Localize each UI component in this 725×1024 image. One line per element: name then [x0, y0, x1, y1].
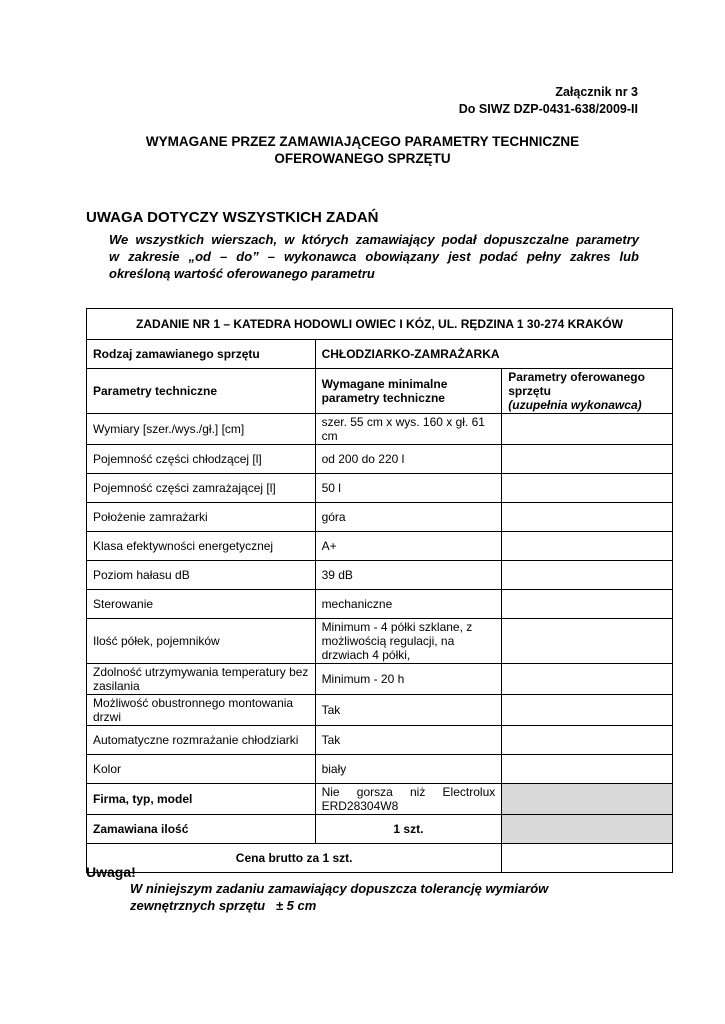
price-label: Cena brutto za 1 szt.: [87, 844, 502, 873]
offered-value-cell[interactable]: [502, 695, 673, 726]
param-required-value: Tak: [315, 726, 502, 755]
offered-value-cell[interactable]: [502, 755, 673, 784]
quantity-label: Zamawiana ilość: [87, 815, 316, 844]
param-required-value: góra: [315, 503, 502, 532]
offered-value-cell[interactable]: [502, 474, 673, 503]
col-params-header: Parametry techniczne: [87, 369, 316, 414]
equipment-type-label: Rodzaj zamawianego sprzętu: [87, 340, 316, 369]
title-line-2: OFEROWANEGO SPRZĘTU: [274, 151, 451, 166]
offered-value-cell[interactable]: [502, 532, 673, 561]
table-row: [87, 619, 673, 664]
task-title-row: [87, 309, 673, 340]
param-name: Poziom hałasu dB: [87, 561, 316, 590]
table-row: [87, 474, 673, 503]
col-offered-header: [502, 369, 673, 414]
title-line-1: WYMAGANE PRZEZ ZAMAWIAJĄCEGO PARAMETRY TECHNICZNE: [145, 134, 580, 149]
param-required-value: biały: [315, 755, 502, 784]
param-required-value: szer. 55 cm x wys. 160 x gł. 61 cm: [315, 414, 502, 445]
firm-value-line-2: ERD28304W8: [321, 799, 399, 813]
param-name: Zdolność utrzymywania temperatury bez zasilania: [87, 664, 316, 695]
param-name: Klasa efektywności energetycznej: [87, 532, 316, 561]
param-required-value: A+: [315, 532, 502, 561]
firm-row: [87, 784, 673, 815]
param-required-value: Minimum - 20 h: [315, 664, 502, 695]
general-note-line-2: w zakresie „od – do” – wykonawca obowiązany jest podać pełny zakres lub: [109, 249, 639, 264]
general-note-text: [109, 231, 639, 282]
annex-number: Załącznik nr 3: [555, 85, 638, 99]
table-row: [87, 561, 673, 590]
general-note-line-1: We wszystkich wierszach, w których zamawiający podał dopuszczalne parametry: [109, 232, 639, 247]
quantity-value: 1 szt.: [315, 815, 502, 844]
param-name: Kolor: [87, 755, 316, 784]
table-row: [87, 726, 673, 755]
param-name: Pojemność części chłodzącej [l]: [87, 445, 316, 474]
firm-label: Firma, typ, model: [87, 784, 316, 815]
price-value-cell[interactable]: [502, 844, 673, 873]
table-row: [87, 755, 673, 784]
table-row: [87, 445, 673, 474]
param-required-value: mechaniczne: [315, 590, 502, 619]
equipment-type-row: [87, 340, 673, 369]
offered-value-cell[interactable]: [502, 619, 673, 664]
page-title: [86, 133, 639, 167]
param-required-value: od 200 do 220 l: [315, 445, 502, 474]
param-required-value: 39 dB: [315, 561, 502, 590]
requirements-table: [86, 308, 673, 873]
footer-note-heading: Uwaga!: [86, 864, 136, 880]
param-name: Ilość półek, pojemników: [87, 619, 316, 664]
table-row: [87, 532, 673, 561]
offered-value-cell[interactable]: [502, 503, 673, 532]
table-row: [87, 590, 673, 619]
param-required-value: Tak: [315, 695, 502, 726]
col-required-header: Wymagane minimalne parametry techniczne: [315, 369, 502, 414]
param-name: Wymiary [szer./wys./gł.] [cm]: [87, 414, 316, 445]
column-header-row: [87, 369, 673, 414]
table-row: [87, 503, 673, 532]
equipment-type-value: CHŁODZIARKO-ZAMRAŻARKA: [315, 340, 672, 369]
firm-value-line-1: Nie gorsza niż Electrolux: [321, 785, 496, 799]
offered-value-cell[interactable]: [502, 726, 673, 755]
param-required-value: 50 l: [315, 474, 502, 503]
param-required-value: Minimum - 4 półki szklane, z możliwością regulacji, na drzwiach 4 półki,: [315, 619, 502, 664]
price-row: [87, 844, 673, 873]
table-row: [87, 414, 673, 445]
firm-value: [315, 784, 502, 815]
col-offered-title: Parametry oferowanego sprzętu: [508, 370, 645, 398]
general-note-line-3: określoną wartość oferowanego parametru: [109, 266, 375, 281]
param-name: Automatyczne rozmrażanie chłodziarki: [87, 726, 316, 755]
param-name: Pojemność części zamrażającej [l]: [87, 474, 316, 503]
task-title: ZADANIE NR 1 – KATEDRA HODOWLI OWIEC I KÓZ, UL. RĘDZINA 1 30-274 KRAKÓW: [87, 309, 673, 340]
col-offered-note: (uzupełnia wykonawca): [508, 398, 642, 412]
param-name: Możliwość obustronnego montowania drzwi: [87, 695, 316, 726]
offered-value-cell[interactable]: [502, 590, 673, 619]
quantity-offered-cell: [502, 815, 673, 844]
offered-value-cell[interactable]: [502, 445, 673, 474]
offered-value-cell[interactable]: [502, 414, 673, 445]
param-name: Położenie zamrażarki: [87, 503, 316, 532]
table-row: [87, 695, 673, 726]
param-name: Sterowanie: [87, 590, 316, 619]
general-note-heading: UWAGA DOTYCZY WSZYSTKICH ZADAŃ: [86, 209, 379, 226]
firm-offered-cell: [502, 784, 673, 815]
siwz-reference: Do SIWZ DZP-0431-638/2009-II: [458, 102, 638, 116]
offered-value-cell[interactable]: [502, 561, 673, 590]
footer-note-line-1: W niniejszym zadaniu zamawiający dopuszcza tolerancję wymiarów: [130, 881, 549, 896]
footer-note-text: [130, 880, 590, 914]
offered-value-cell[interactable]: [502, 664, 673, 695]
table-row: [87, 664, 673, 695]
footer-note-line-2: zewnętrznych sprzętu ± 5 cm: [130, 898, 317, 913]
quantity-row: [87, 815, 673, 844]
